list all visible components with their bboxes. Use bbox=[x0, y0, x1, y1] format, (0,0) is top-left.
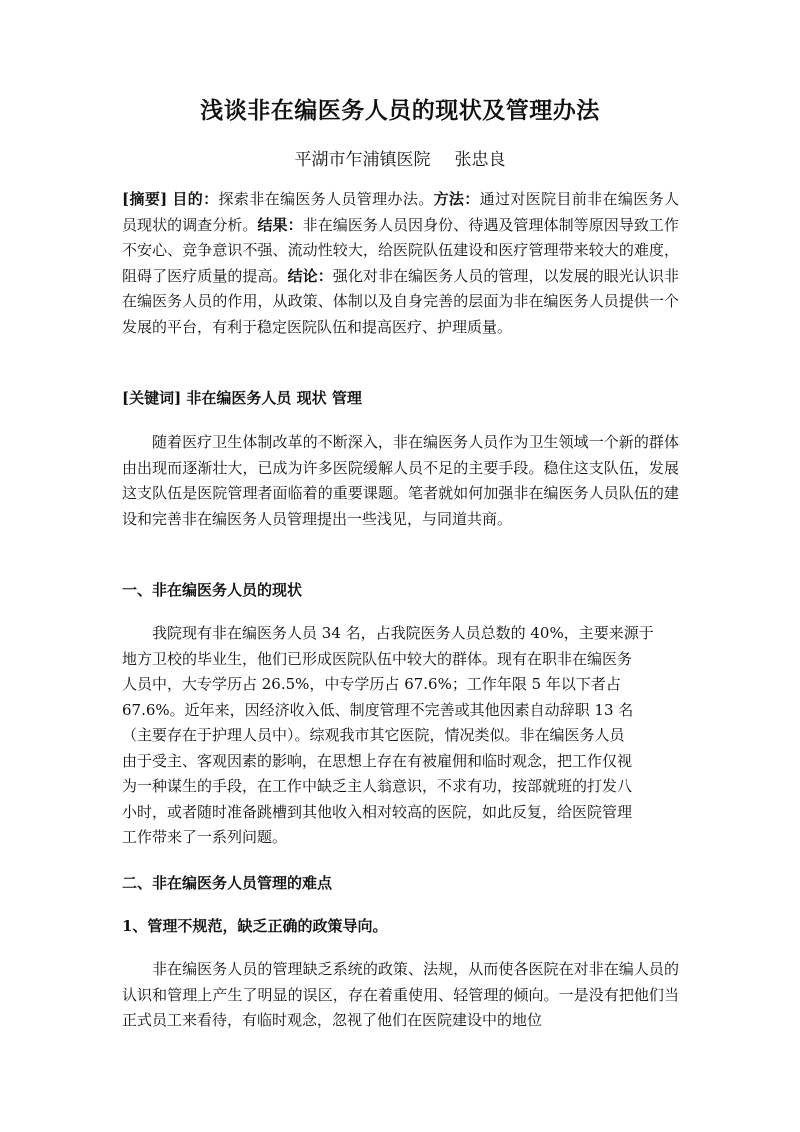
paper-title: 浅谈非在编医务人员的现状及管理办法 bbox=[200, 98, 600, 124]
section1-heading: 一、非在编医务人员的现状 bbox=[122, 581, 303, 599]
section1-line: 工作带来了一系列问题。 bbox=[122, 828, 288, 846]
section2-paragraph bbox=[122, 957, 679, 1034]
author-name: 张忠良 bbox=[454, 150, 506, 170]
section1-line: 人员中，大专学历占 26.5%，中专学历占 67.6%；工作年限 5 年以下者占 bbox=[122, 675, 621, 693]
section1-line: 由于受主、客观因素的影响，在思想上存在有被雇佣和临时观念，把工作仅视 bbox=[122, 751, 633, 770]
abstract bbox=[122, 187, 679, 340]
abstract-purpose-text: 探索非在编医务人员管理办法。 bbox=[218, 190, 434, 208]
abstract-conclusion-label: 结论： bbox=[287, 266, 333, 285]
section1-line: （主要存在于护理人员中）。综观我市其它医院，情况类似。非在编医务人员 bbox=[122, 726, 625, 744]
keywords: [关键词] 非在编医务人员 现状 管理 bbox=[122, 389, 362, 407]
byline bbox=[0, 145, 800, 170]
abstract-purpose-label: 目的： bbox=[172, 190, 219, 208]
abstract-method-label: 方法： bbox=[433, 190, 480, 208]
section1-line: 为一种谋生的手段，在工作中缺乏主人翁意识，不求有功，按部就班的打发八 bbox=[122, 777, 633, 795]
author-affiliation: 平湖市乍浦镇医院 bbox=[294, 150, 431, 170]
section2-text: 非在编医务人员的管理缺乏系统的政策、法规，从而使各医院在对非在编人员的认识和管理上产生了明显的误区，存在着重使用、轻管理的倾向。一是没有把他们当正式员工来看待，有临时观念，忽视了他们在医院建设中的地位 bbox=[122, 960, 679, 1029]
section1-line: 我院现有非在编医务人员 34 名，占我院医务人员总数的 40%，主要来源于 bbox=[152, 624, 654, 642]
abstract-conclusion-text: 强化对非在编医务人员的管理，以发展的眼光认识非在编医务人员的作用，从政策、体制以及自身完善的层面为非在编医务人员提供一个发展的平台，有利于稳定医院队伍和提高医疗、护理质量。 bbox=[122, 266, 679, 336]
section1-paragraph bbox=[122, 621, 679, 851]
section2-heading: 二、非在编医务人员管理的难点 bbox=[122, 874, 333, 892]
abstract-result-text: 非在编医务人员因身份、待遇及管理体制等原因导致工作不安心、竞争意识不强、流动性较大，给医院队伍建设和医疗管理带来较大的难度，阻碍了医疗质量的提高。 bbox=[122, 215, 679, 285]
section1-line: 小时，或者随时准备跳槽到其他收入相对较高的医院，如此反复，给医院管理 bbox=[122, 802, 633, 821]
intro-paragraph bbox=[122, 430, 679, 532]
section1-line: 67.6%。近年来，因经济收入低、制度管理不完善或其他因素自动辞职 13 名 bbox=[122, 700, 634, 719]
abstract-result-label: 结果： bbox=[257, 215, 303, 234]
abstract-tag: [摘要] bbox=[122, 190, 168, 208]
section2-subheading: 1、管理不规范，缺乏正确的政策导向。 bbox=[122, 917, 388, 935]
section1-line: 地方卫校的毕业生，他们已形成医院队伍中较大的群体。现有在职非在编医务 bbox=[122, 649, 633, 668]
abstract-method-text: 通过对医院目前非在编医务人员现状的调查分析。 bbox=[122, 190, 679, 234]
intro-text: 随着医疗卫生体制改革的不断深入，非在编医务人员作为卫生领域一个新的群体由出现而逐渐壮大，已成为许多医院缓解人员不足的主要手段。稳住这支队伍，发展这支队伍是医院管理者面临着的重要课题。笔者就如何加强非在编医务人员队伍的建设和完善非在编医务人员管理提出一些浅见，与同道共商。 bbox=[122, 433, 679, 528]
